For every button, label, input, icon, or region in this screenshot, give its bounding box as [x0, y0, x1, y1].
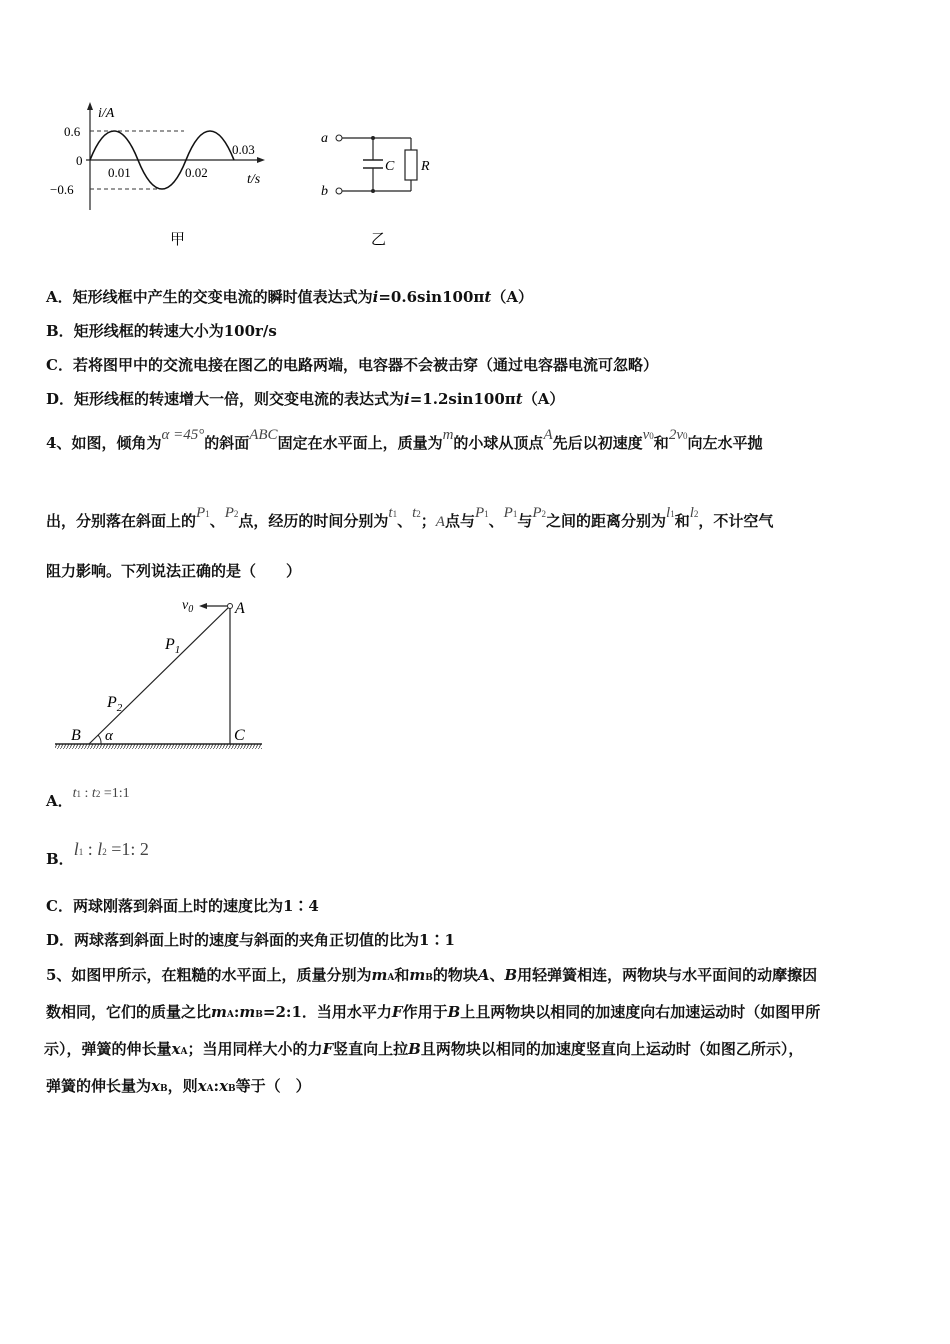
stem-text: 先后以初速度 [552, 434, 643, 452]
point-p1-label: $P_1$ [165, 636, 181, 656]
option-text: 矩形线框的转速增大一倍，则交变电流的表达式为 [74, 390, 405, 408]
math-f: F [322, 1040, 334, 1058]
option-label: C． [46, 356, 73, 374]
point-p2-label: $P_2$ [107, 694, 123, 714]
math-a: A [543, 427, 553, 443]
math-t: t [388, 505, 393, 521]
option-unit: （A） [491, 288, 533, 306]
math-sub: 1 [78, 847, 84, 857]
math-x: x [219, 1077, 229, 1095]
ratio-t1-t2 [73, 786, 130, 801]
graph-y-tick-top: 0.6 [64, 124, 81, 139]
stem-text: 数相同，它们的质量之比 [46, 1003, 212, 1021]
question-number: 4、 [46, 434, 72, 452]
option-label: C． [46, 897, 73, 915]
graph-y-arrow [87, 102, 93, 110]
math-b: B [504, 966, 518, 984]
stem-text: ，不计空气 [698, 512, 774, 530]
rc-circuit-figure [315, 120, 445, 250]
ball-top [228, 604, 233, 609]
resistor-label: R [421, 159, 430, 174]
velocity-arrowhead [199, 603, 207, 609]
math-x: x [171, 1040, 181, 1058]
math-v0 [643, 427, 654, 443]
graph-x-tick-3: 0.03 [232, 142, 255, 157]
q4-option-a [46, 786, 130, 811]
stem-text: 出，分别落在斜面上的 [46, 512, 197, 530]
stem-text: 竖直向上拉 [333, 1040, 409, 1058]
math-a: A [435, 514, 445, 530]
math-abc: ABC [249, 427, 278, 443]
stem-text: 点与 [444, 512, 475, 530]
point-c-label: C [234, 727, 245, 744]
math-p: P [503, 505, 513, 521]
math-x: x [151, 1077, 160, 1095]
option-formula: =1.2sin100π [409, 390, 516, 408]
alpha-label: α [105, 728, 113, 744]
option-unit: （A） [522, 390, 565, 408]
option-text: 两球落到斜面上时的速度与斜面的夹角正切值的比为1∶1 [74, 931, 455, 949]
option-formula: =0.6sin100π [378, 288, 485, 306]
stem-text: 固定在水平面上，质量为 [277, 434, 443, 452]
q4-option-c [46, 895, 319, 916]
ratio-l1-l2 [74, 839, 149, 859]
stem-text: 和 [674, 512, 690, 530]
stem-text: 和 [653, 434, 669, 452]
math-sub: A [226, 1010, 234, 1020]
stem-text: =2:1 [262, 1003, 302, 1021]
stem-text: 示），弹簧的伸长量 [44, 1040, 172, 1058]
math-sub: 2 [102, 847, 107, 857]
stem-text: 与 [517, 512, 533, 530]
q4-option-d [46, 929, 455, 950]
q4-stem-line3 [46, 560, 301, 581]
point-b-label: B [71, 727, 81, 744]
option-text: 矩形线框的转速大小为100r/s [73, 322, 277, 340]
math-p: P [474, 505, 485, 521]
math-sub: 2 [95, 789, 101, 799]
math-t: t [72, 786, 77, 801]
graph-caption: 甲 [170, 232, 186, 248]
math-ratio: =1: 2 [106, 839, 149, 859]
graph-y-tick-zero: 0 [76, 153, 83, 168]
graph-y-tick-bottom: −0.6 [50, 182, 74, 197]
math-m: m [409, 966, 426, 984]
math-sub: B [228, 1084, 236, 1094]
stem-text: ；当用同样大小的力 [187, 1040, 323, 1058]
angle-arc [98, 735, 101, 744]
math-sub: 1 [76, 789, 82, 799]
stem-text: 作用于 [402, 1003, 448, 1021]
q3-option-b [46, 320, 277, 341]
stem-text: 、 [397, 512, 413, 530]
q3-option-a [46, 286, 533, 307]
math-b: B [447, 1003, 461, 1021]
capacitor-label: C [385, 159, 395, 174]
stem-text: 的物块 [432, 966, 478, 984]
stem-text: 如图，倾角为 [71, 434, 162, 452]
math-sub: A [180, 1047, 188, 1057]
math-sub: 2 [541, 509, 546, 519]
math-p1 [504, 505, 518, 521]
stem-text: 弹簧的伸长量为 [46, 1077, 152, 1095]
math-m: m [371, 966, 388, 984]
graph-x-tick-2: 0.02 [185, 165, 208, 180]
stem-text: 和 [394, 966, 410, 984]
q5-line3 [44, 1038, 803, 1059]
stem-text: 点，经历的时间分别为 [238, 512, 389, 530]
stem-text: 、 [488, 512, 504, 530]
math-sub: 1 [670, 509, 675, 519]
math-l: l [73, 839, 79, 859]
q4-stem-line1 [46, 427, 763, 453]
math-sub: 1 [512, 509, 518, 519]
math-alpha: α =45° [161, 427, 205, 443]
terminal-a [336, 135, 342, 141]
stem-text: 且两物块以相同的加速度竖直向上运动时（如图乙所示）， [420, 1040, 804, 1058]
stem-text: 的斜面 [204, 434, 250, 452]
math-ratio: =1:1 [100, 786, 130, 801]
math-sub: B [425, 973, 433, 983]
math-p: P [224, 505, 234, 521]
math-sub: 0 [682, 431, 688, 441]
math-p: P [196, 505, 206, 521]
stem-text: 之间的距离分别为 [546, 512, 667, 530]
math-sub: 2 [416, 509, 421, 519]
point-a-label: A [235, 600, 245, 617]
math-colon: : [83, 839, 98, 859]
stem-text: 、 [209, 512, 225, 530]
v0-label: $v_0$ [182, 598, 194, 615]
q3-option-c [46, 354, 658, 375]
math-m: m [239, 1003, 256, 1021]
circuit-caption: 乙 [371, 232, 387, 248]
stem-text: ．当用水平力 [301, 1003, 392, 1021]
stem-text: 用轻弹簧相连，两物块与水平面间的动摩擦因 [517, 966, 818, 984]
option-text: 两球刚落到斜面上时的速度比为1∶4 [72, 897, 319, 915]
math-sub: B [255, 1010, 263, 1020]
math-t: t [515, 390, 523, 408]
math-p1 [475, 505, 489, 521]
graph-x-tick-1: 0.01 [108, 165, 131, 180]
graph-x-arrow [257, 157, 265, 163]
q4-option-b [46, 839, 149, 869]
math-p: P [532, 505, 542, 521]
math-sub: 2 [693, 509, 699, 519]
math-a: A [477, 966, 490, 984]
graph-y-label: i/A [98, 106, 115, 121]
stem-text: ； [420, 512, 436, 530]
stem-text: : [213, 1077, 220, 1095]
q5-line1 [46, 964, 817, 985]
math-x: x [197, 1077, 207, 1095]
math-t: t [484, 288, 492, 306]
stem-text: 上且两物块以相同的加速度向右加速运动时（如图甲所 [460, 1003, 821, 1021]
math-l1 [666, 505, 675, 521]
stem-text: 5、如图甲所示，在粗糙的水平面上，质量分别为 [46, 966, 372, 984]
stem-text: 的小球从顶点 [453, 434, 544, 452]
terminal-b [336, 188, 342, 194]
math-t2 [412, 505, 421, 521]
terminal-b-label: b [321, 184, 328, 199]
stem-text: 阻力影响。下列说法正确的是（ ） [46, 562, 302, 580]
math-t1 [388, 505, 397, 521]
q5-line4 [46, 1075, 311, 1096]
option-text: 矩形线框中产生的交变电流的瞬时值表达式为 [72, 288, 373, 306]
math-p2 [225, 505, 239, 521]
math-sub: 1 [484, 509, 489, 519]
stem-text: 向左水平抛 [687, 434, 763, 452]
stem-text: 等于（ ） [235, 1077, 311, 1095]
math-sub: 1 [392, 509, 398, 519]
option-label: B． [46, 850, 74, 868]
slope-figure [55, 592, 270, 757]
q5-line2 [46, 1001, 820, 1022]
math-l2 [690, 505, 699, 521]
math-sub: 0 [649, 431, 654, 441]
stem-text: ，则 [167, 1077, 198, 1095]
stem-text: 、 [489, 966, 505, 984]
terminal-a-label: a [321, 131, 328, 146]
q3-option-d [46, 388, 564, 409]
option-label: D． [46, 390, 75, 408]
q4-stem-line2 [46, 505, 774, 531]
option-label: B． [46, 322, 74, 340]
math-sub: B [159, 1084, 168, 1094]
math-l: l [97, 839, 103, 859]
math-t: t [91, 786, 96, 801]
math-i: i [404, 390, 410, 408]
math-colon: : [81, 786, 92, 801]
math-b: B [408, 1040, 421, 1058]
ground-hatching [55, 744, 262, 749]
math-p2 [532, 505, 546, 521]
math-l: l [666, 505, 671, 521]
stem-text: : [233, 1003, 240, 1021]
math-sub: 1 [205, 509, 210, 519]
current-graph-figure [50, 95, 285, 255]
math-sub: A [206, 1084, 214, 1094]
graph-x-label: t/s [247, 172, 261, 187]
math-v: v [642, 427, 650, 443]
math-l: l [689, 505, 694, 521]
math-i: i [372, 288, 379, 306]
math-m: m [442, 427, 454, 443]
option-label: A． [46, 288, 73, 306]
math-m: m [211, 1003, 227, 1021]
math-sub: 2 [233, 509, 239, 519]
math-2v: 2v [668, 427, 683, 443]
math-p1 [196, 505, 210, 521]
incline-line [89, 606, 230, 744]
math-2v0 [669, 427, 688, 443]
math-t: t [412, 505, 417, 521]
math-f: F [391, 1003, 403, 1021]
option-label: A． [46, 792, 73, 810]
resistor [405, 150, 417, 180]
math-sub: A [387, 973, 395, 983]
option-label: D． [46, 931, 75, 949]
option-text: 若将图甲中的交流电接在图乙的电路两端，电容器不会被击穿（通过电容器电流可忽略） [72, 356, 658, 374]
